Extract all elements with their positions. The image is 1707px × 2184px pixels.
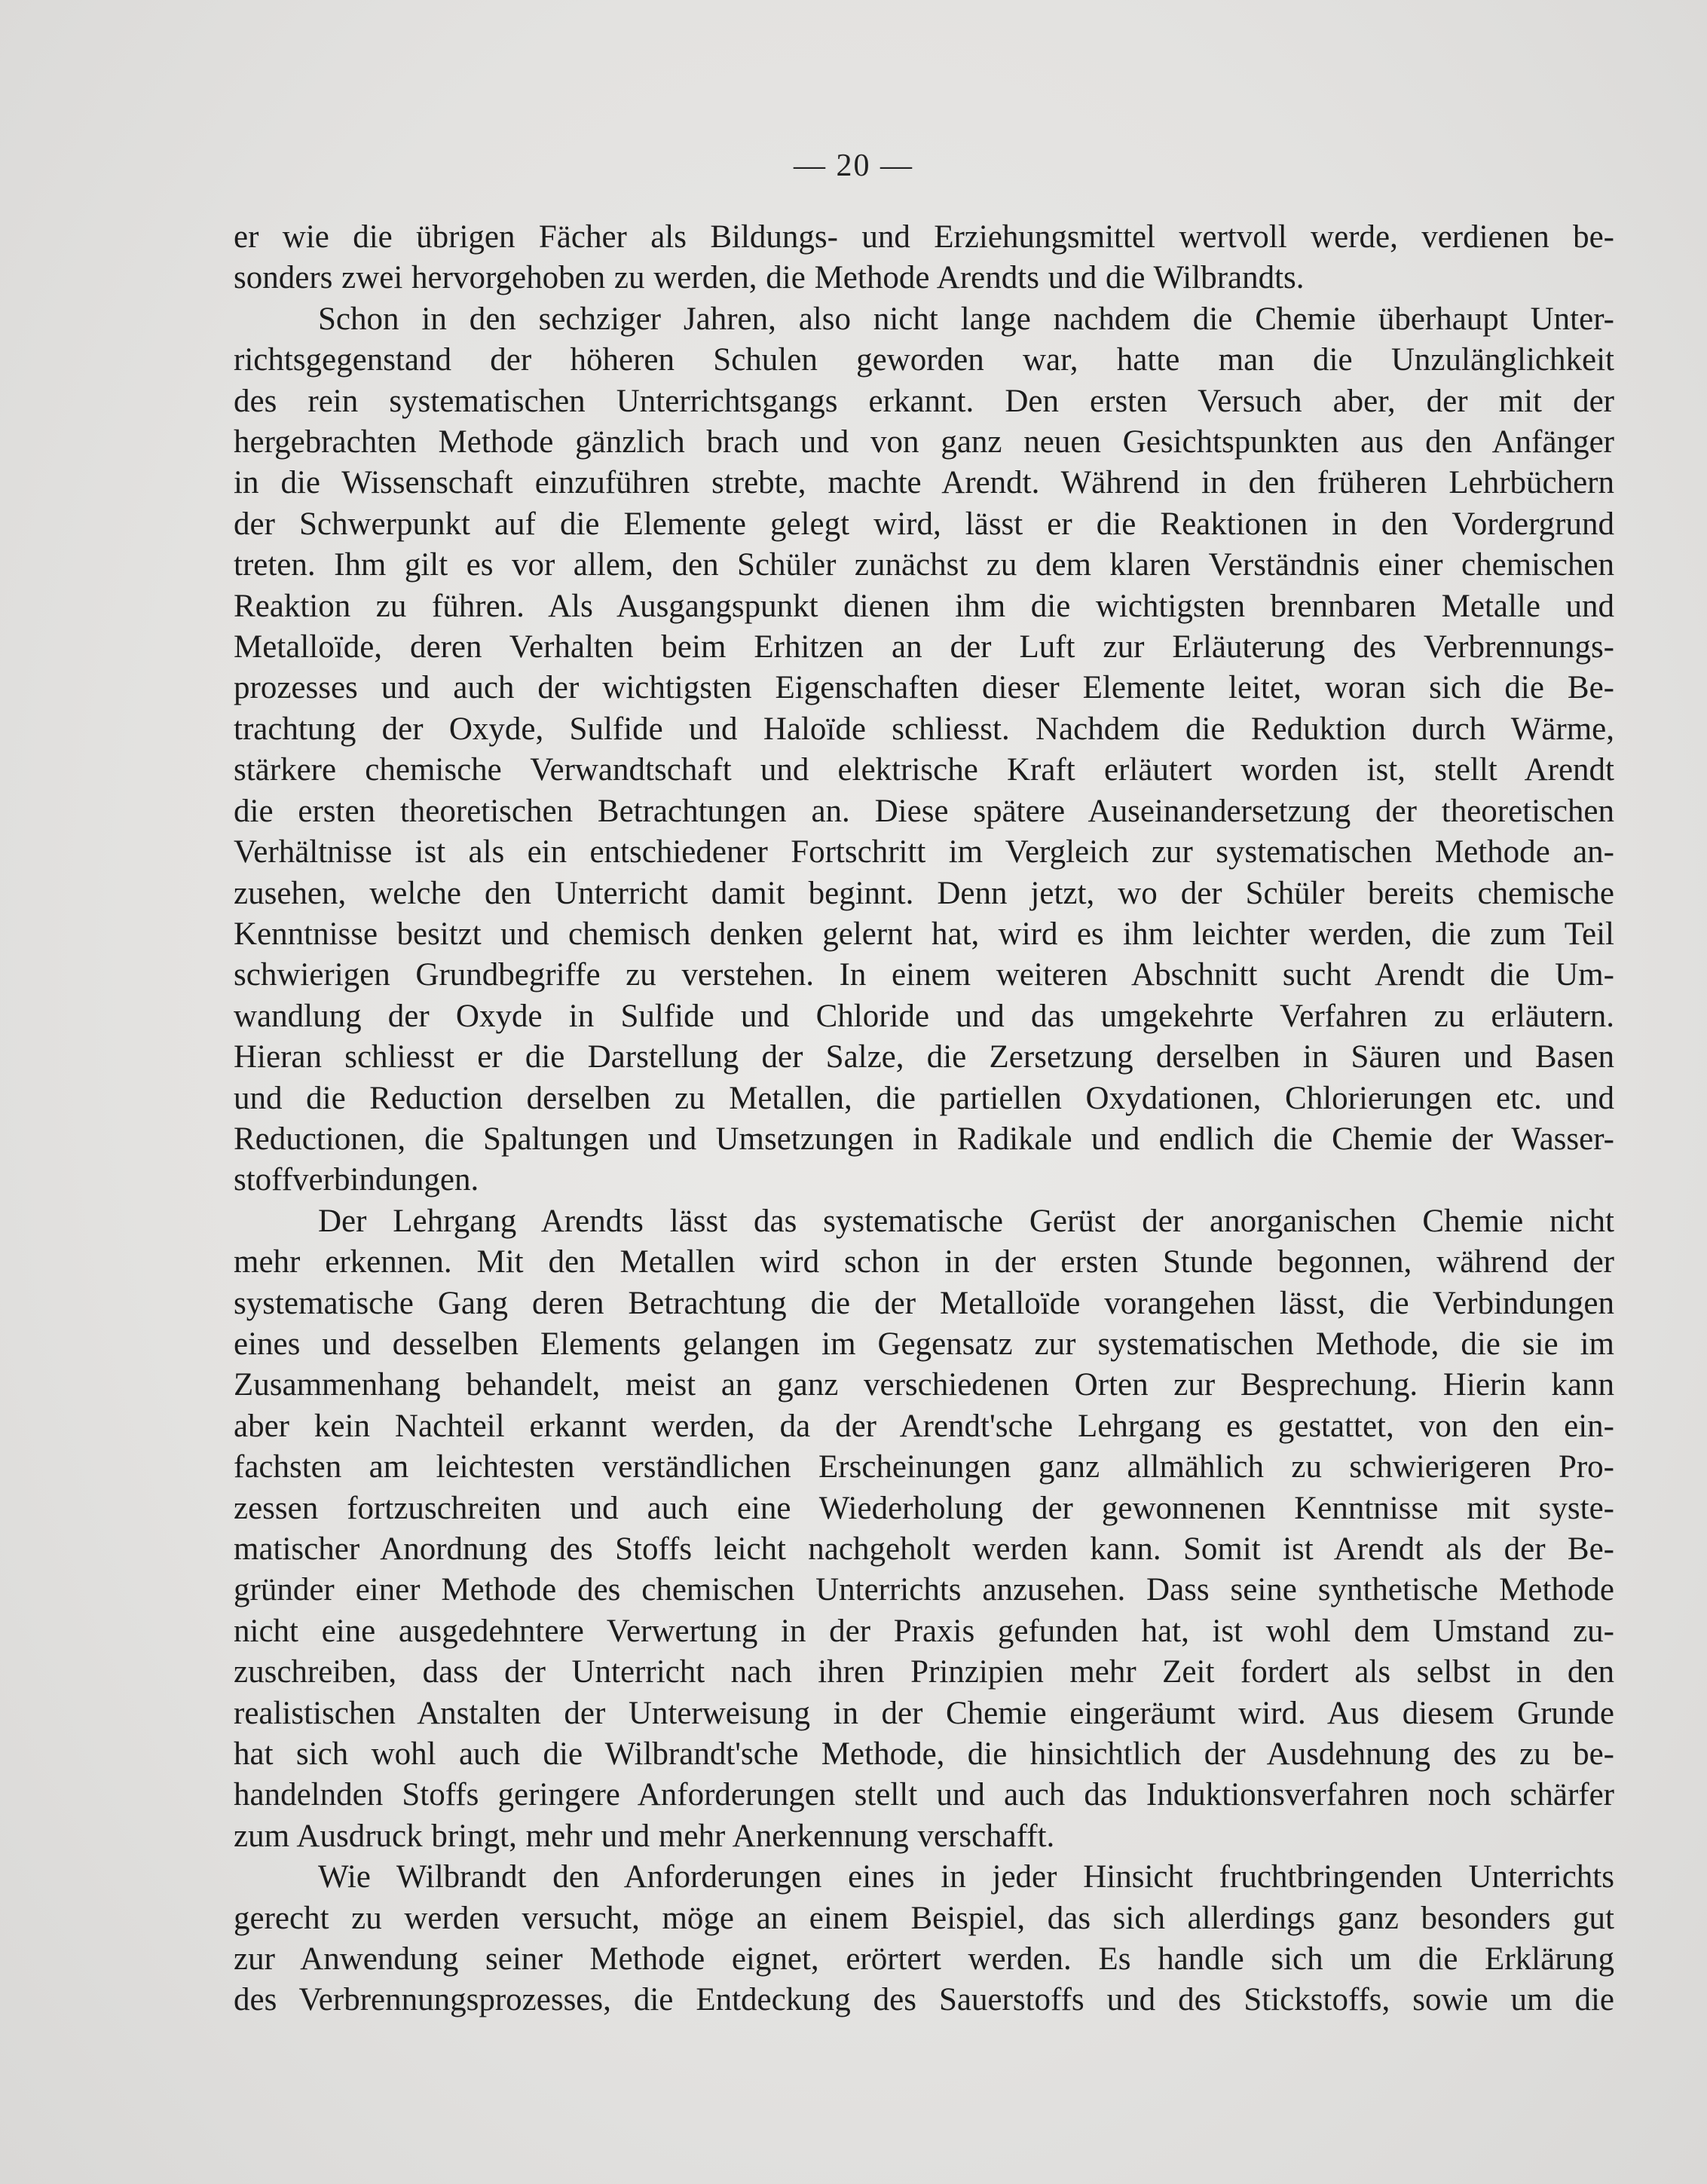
text-line: Wie Wilbrandt den Anforderungen eines in jeder Hinsicht fruchtbringenden Unterrichts <box>318 1859 1614 1895</box>
text-line: eines und desselben Elements gelangen im Gegensatz zur systematischen Methode, die sie im <box>234 1326 1614 1362</box>
paragraph-3 <box>234 1201 1614 1858</box>
text-line: fachsten am leichtesten verständlichen Erscheinungen ganz allmählich zu schwierigeren Pro- <box>234 1449 1614 1485</box>
text-line: Der Lehrgang Arendts lässt das systematische Gerüst der anorganischen Chemie nicht <box>318 1203 1614 1239</box>
text-line: Reaktion zu führen. Als Ausgangspunkt dienen ihm die wichtigsten brennbaren Metalle und <box>234 588 1614 624</box>
body-text <box>234 217 1614 2021</box>
text-line: systematische Gang deren Betrachtung die der Metalloïde vorangehen lässt, die Verbindungen <box>234 1285 1614 1321</box>
text-line: matischer Anordnung des Stoffs leicht nachgeholt werden kann. Somit ist Arendt als der Be- <box>234 1531 1614 1567</box>
text-line: realistischen Anstalten der Unterweisung in der Chemie eingeräumt wird. Aus diesem Grunde <box>234 1695 1614 1731</box>
text-line: des Verbrennungsprozesses, die Entdeckung des Sauerstoffs und des Stickstoffs, sowie um die <box>234 1982 1614 2018</box>
text-line: Kenntnisse besitzt und chemisch denken gelernt hat, wird es ihm leichter werden, die zum Teil <box>234 916 1614 952</box>
text-line: Zusammenhang behandelt, meist an ganz verschiedenen Orten zur Besprechung. Hierin kann <box>234 1367 1614 1403</box>
text-line: aber kein Nachteil erkannt werden, da der Arendt'sche Lehrgang es gestattet, von den ein- <box>234 1408 1614 1444</box>
text-line: Reductionen, die Spaltungen und Umsetzungen in Radikale und endlich die Chemie der Wasser- <box>234 1121 1614 1157</box>
paragraph-1 <box>234 217 1614 299</box>
text-line: und die Reduction derselben zu Metallen, die partiellen Oxydationen, Chlorierungen etc. und <box>234 1080 1614 1116</box>
text-line: stärkere chemische Verwandtschaft und elektrische Kraft erläutert worden ist, stellt Arendt <box>234 752 1614 788</box>
text-line: trachtung der Oxyde, Sulfide und Haloïde schliesst. Nachdem die Reduktion durch Wärme, <box>234 711 1614 747</box>
text-line: mehr erkennen. Mit den Metallen wird schon in der ersten Stunde begonnen, während der <box>234 1244 1614 1280</box>
text-line: Metalloïde, deren Verhalten beim Erhitzen an der Luft zur Erläuterung des Verbrennungs- <box>234 629 1614 665</box>
page-number: — 20 — <box>794 148 913 183</box>
paragraph-4 <box>234 1857 1614 2021</box>
text-line: gründer einer Methode des chemischen Unterrichts anzusehen. Dass seine synthetische Methode <box>234 1572 1614 1608</box>
text-line: Verhältnisse ist als ein entschiedener Fortschritt im Vergleich zur systematischen Methode an- <box>234 834 1614 870</box>
text-line: zessen fortzuschreiten und auch eine Wiederholung der gewonnenen Kenntnisse mit syste- <box>234 1490 1614 1526</box>
text-line: zum Ausdruck bringt, mehr und mehr Anerkennung verschafft. <box>234 1818 1055 1854</box>
text-line: richtsgegenstand der höheren Schulen geworden war, hatte man die Unzulänglichkeit <box>234 342 1614 378</box>
text-line: stoffverbindungen. <box>234 1162 479 1198</box>
text-line: handelnden Stoffs geringere Anforderungen stellt und auch das Induktionsverfahren noch schärfer <box>234 1777 1614 1813</box>
text-line: sonders zwei hervorgehoben zu werden, die Methode Arendts und die Wilbrandts. <box>234 260 1305 296</box>
text-line: zur Anwendung seiner Methode eignet, erörtert werden. Es handle sich um die Erklärung <box>234 1941 1614 1978</box>
text-line: in die Wissenschaft einzuführen strebte, machte Arendt. Während in den früheren Lehrbüchern <box>234 465 1614 501</box>
text-line: zusehen, welche den Unterricht damit beginnt. Denn jetzt, wo der Schüler bereits chemische <box>234 875 1614 911</box>
text-line: Schon in den sechziger Jahren, also nicht lange nachdem die Chemie überhaupt Unter- <box>318 301 1614 337</box>
text-line: der Schwerpunkt auf die Elemente gelegt wird, lässt er die Reaktionen in den Vordergrund <box>234 506 1614 542</box>
text-line: wandlung der Oxyde in Sulfide und Chloride und das umgekehrte Verfahren zu erläutern. <box>234 998 1614 1034</box>
text-line: gerecht zu werden versucht, möge an einem Beispiel, das sich allerdings ganz besonders gut <box>234 1900 1614 1936</box>
text-line: des rein systematischen Unterrichtsgangs erkannt. Den ersten Versuch aber, der mit der <box>234 383 1614 419</box>
text-line: schwierigen Grundbegriffe zu verstehen. In einem weiteren Abschnitt sucht Arendt die Um- <box>234 957 1614 993</box>
text-line: hat sich wohl auch die Wilbrandt'sche Methode, die hinsichtlich der Ausdehnung des zu be- <box>234 1736 1614 1773</box>
paragraph-2 <box>234 299 1614 1201</box>
text-line: zuschreiben, dass der Unterricht nach ihren Prinzipien mehr Zeit fordert als selbst in den <box>234 1654 1614 1690</box>
text-line: die ersten theoretischen Betrachtungen an. Diese spätere Auseinandersetzung der theoretischen <box>234 793 1614 829</box>
text-line: Hieran schliesst er die Darstellung der Salze, die Zersetzung derselben in Säuren und Basen <box>234 1039 1614 1075</box>
text-line: nicht eine ausgedehntere Verwertung in der Praxis gefunden hat, ist wohl dem Umstand zu- <box>234 1613 1614 1649</box>
text-line: hergebrachten Methode gänzlich brach und von ganz neuen Gesichtspunkten aus den Anfänger <box>234 424 1614 460</box>
text-line: prozesses und auch der wichtigsten Eigenschaften dieser Elemente leitet, woran sich die Be- <box>234 670 1614 706</box>
text-line: treten. Ihm gilt es vor allem, den Schüler zunächst zu dem klaren Verständnis einer chemischen <box>234 547 1614 583</box>
text-line: er wie die übrigen Fächer als Bildungs- und Erziehungsmittel wertvoll werde, verdienen be- <box>234 219 1614 255</box>
